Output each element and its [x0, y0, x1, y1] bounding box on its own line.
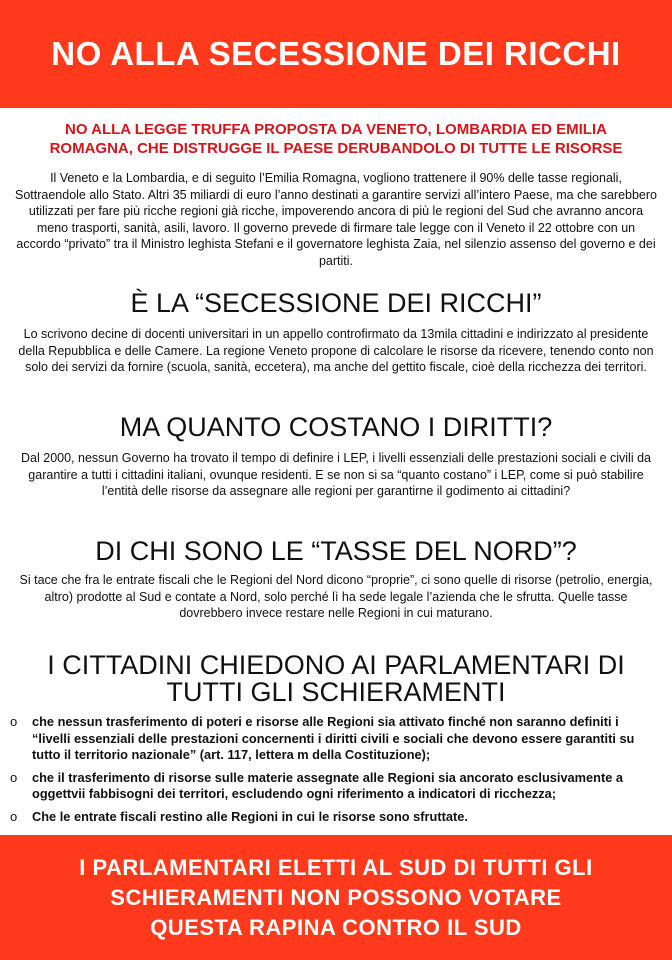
demand-text: che nessun trasferimento di poteri e risorse alle Regioni sia attivato finché non saranno definiti i “livelli essenziali delle prestazioni concernenti i diritti civili e sociali che devono essere garantiti su tutto il territorio nazionale” (art. 117, lettera m della Costituzione); [32, 714, 635, 762]
flyer-title: NO ALLA SECESSIONE DEI RICCHI [51, 35, 621, 72]
footer-line: I PARLAMENTARI ELETTI AL SUD DI TUTTI GLI [79, 854, 593, 880]
top-banner [0, 0, 672, 108]
demands-list [10, 714, 660, 831]
list-item [10, 770, 660, 803]
intro-paragraph: Il Veneto e la Lombardia, e di seguito l’Emilia Romagna, vogliono trattenere il 90% delle tasse regionali, Sottraendole allo Stato. Altri 35 miliardi di euro l’anno destinati a garantire servizi all’intero Paese, ma che sarebbero utilizzati per fare più ricche regioni già ricche, impoverendo ancora di più le regioni del Sud che avranno ancora meno trasporti, sanità, asili, lavoro. Il governo prevede di firmare tale legge con il Veneto il 22 ottobre con un accordo “privato” tra il Ministro leghista Stefani e il governatore leghista Zaia, nel silenzio assenso del governo e dei partiti. [14, 171, 658, 268]
bottom-banner [0, 835, 672, 960]
bullet-icon: o [10, 714, 18, 729]
section-heading-secessione: È LA “SECESSIONE DEI RICCHI” [130, 288, 542, 318]
section-text-tasse-nord: Si tace che fra le entrate fiscali che le Regioni del Nord dicono “proprie”, ci sono quelle di risorse (petrolio, energia, altro) prodotte al Sud e contate a Nord, solo perché lì ha sede legale l’azienda che le sfrutta. Quelle tasse dovrebbero invece restare nelle Regioni in cui maturano. [19, 573, 653, 620]
section-text-diritti: Dal 2000, nessun Governo ha trovato il tempo di definire i LEP, i livelli essenziali delle prestazioni sociali e civili da garantire a tutti i cittadini italiani, ovunque residenti. E se non si sa “quanto costano” i LEP, come si può stabilire l’entità delle risorse da assegnare alle regioni per garantirne il godimento ai cittadini? [21, 451, 651, 498]
list-item [10, 809, 660, 826]
demands-heading: I CITTADINI CHIEDONO AI PARLAMENTARI DI TUTTI GLI SCHIERAMENTI [47, 650, 625, 707]
footer-line: SCHIERAMENTI NON POSSONO VOTARE [110, 884, 562, 910]
section-heading-diritti: MA QUANTO COSTANO I DIRITTI? [119, 412, 553, 442]
section-text-secessione: Lo scrivono decine di docenti universitari in un appello controfirmato da 13mila cittadini e indirizzato al presidente della Repubblica e delle Camere. La regione Veneto propone di calcolare le risorse da ricevere, tenendo conto non solo dei servizi da fornire (scuola, sanità, eccetera), ma anche del gettito fiscale, cioè della ricchezza dei territori. [18, 327, 654, 374]
list-item [10, 714, 660, 764]
flyer-body [0, 108, 672, 835]
bullet-icon: o [10, 808, 18, 824]
footer-message [79, 853, 592, 943]
subtitle: NO ALLA LEGGE TRUFFA PROPOSTA DA VENETO, LOMBARDIA ED EMILIA ROMAGNA, CHE DISTRUGGE IL PAESE DERUBANDOLO DI TUTTE LE RISORSE [49, 121, 623, 157]
section-heading-tasse-nord: DI CHI SONO LE “TASSE DEL NORD”? [95, 536, 577, 566]
bullet-icon: o [10, 769, 18, 785]
demand-text: che il trasferimento di risorse sulle materie assegnate alle Regioni sia ancorato esclusivamente a oggettvii fabbisogni dei territori, escludendo ogni riferimento a indicatori di ricchezza; [32, 769, 624, 801]
demand-text: Che le entrate fiscali restino alle Regioni in cui le risorse sono sfruttate. [32, 808, 468, 824]
footer-line: QUESTA RAPINA CONTRO IL SUD [150, 914, 522, 940]
